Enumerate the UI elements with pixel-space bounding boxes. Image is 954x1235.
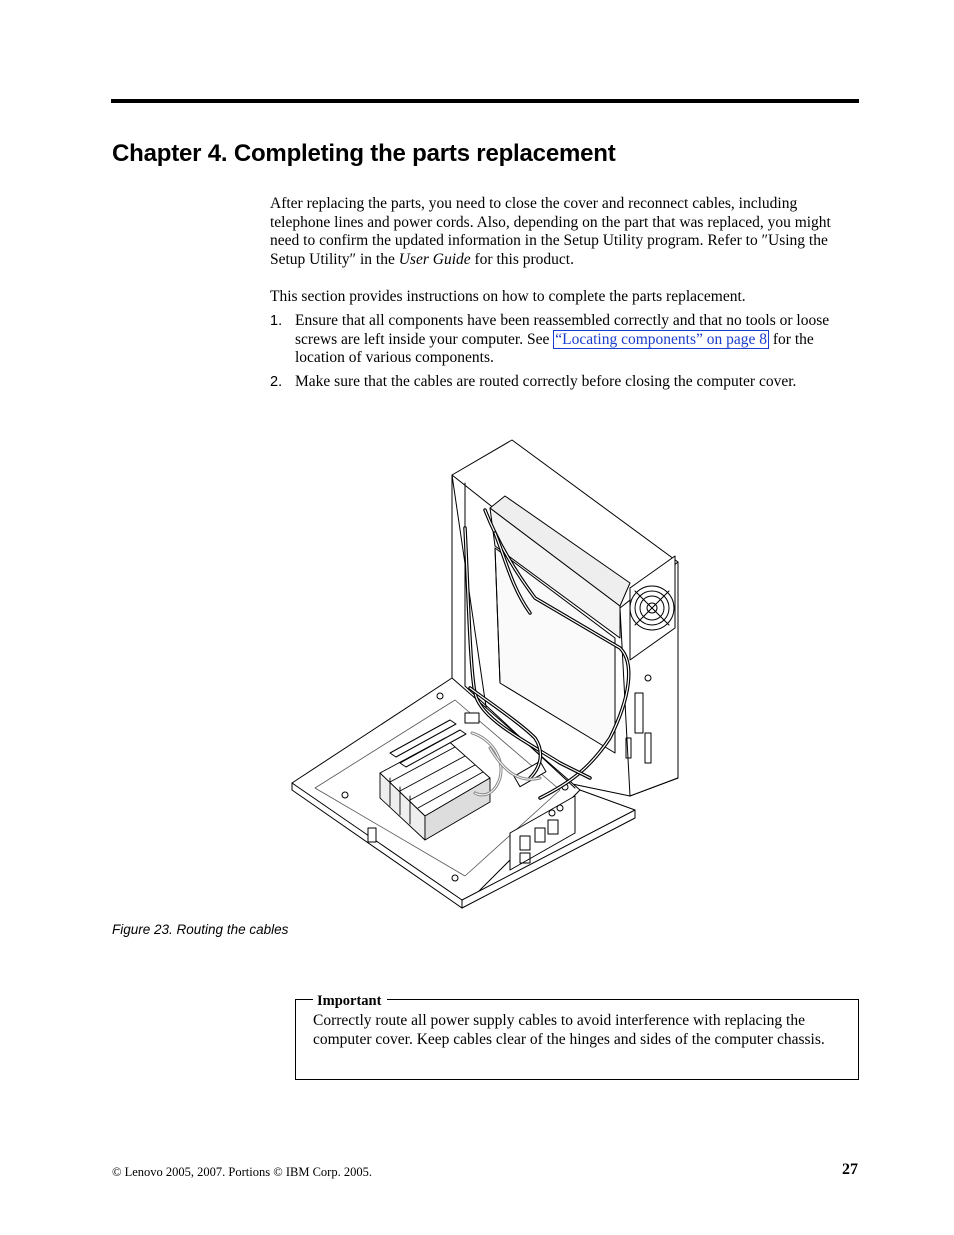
user-guide-title: User Guide: [398, 250, 471, 268]
step-item: [270, 373, 850, 392]
step-number: 1.: [270, 313, 283, 329]
figure-caption: Figure 23. Routing the cables: [112, 922, 289, 937]
step-text: Ensure that all components have been reassembled correctly and that no tools or loose screws are left inside your computer. See: [295, 312, 830, 348]
step-item: [270, 312, 850, 368]
chapter-title: Chapter 4. Completing the parts replacement: [112, 140, 616, 167]
cable-routing-illustration: [290, 438, 685, 910]
step-text: Make sure that the cables are routed correctly before closing the computer cover.: [295, 372, 797, 390]
step-text-continued: for the location of various components.: [295, 330, 814, 366]
section-intro-paragraph: This section provides instructions on how to complete the parts replacement.: [270, 288, 746, 305]
important-text: Correctly route all power supply cables to avoid interference with replacing the computer cover. Keep cables clear of the hinges and sides of the computer chassis.: [313, 1012, 825, 1048]
header-rule: [111, 99, 859, 103]
page-number: 27: [842, 1161, 858, 1178]
steps-list: [270, 312, 850, 396]
locating-components-link[interactable]: “Locating components” on page 8: [555, 330, 768, 348]
footer-copyright: © Lenovo 2005, 2007. Portions © IBM Corp. 2005.: [112, 1165, 372, 1179]
intro-paragraph: [270, 195, 850, 269]
important-label: Important: [313, 992, 387, 1010]
intro-text-start: After replacing the parts, you need to close the cover and reconnect cables, including telephone lines and power cords. Also, depending on the part that was replaced, you might need to confirm the updated information in the Setup Utility program. Refer to ″Using the Setup Utility″ in the: [270, 195, 831, 268]
intro-text-end: for this product.: [470, 250, 574, 268]
step-number: 2.: [270, 373, 283, 390]
